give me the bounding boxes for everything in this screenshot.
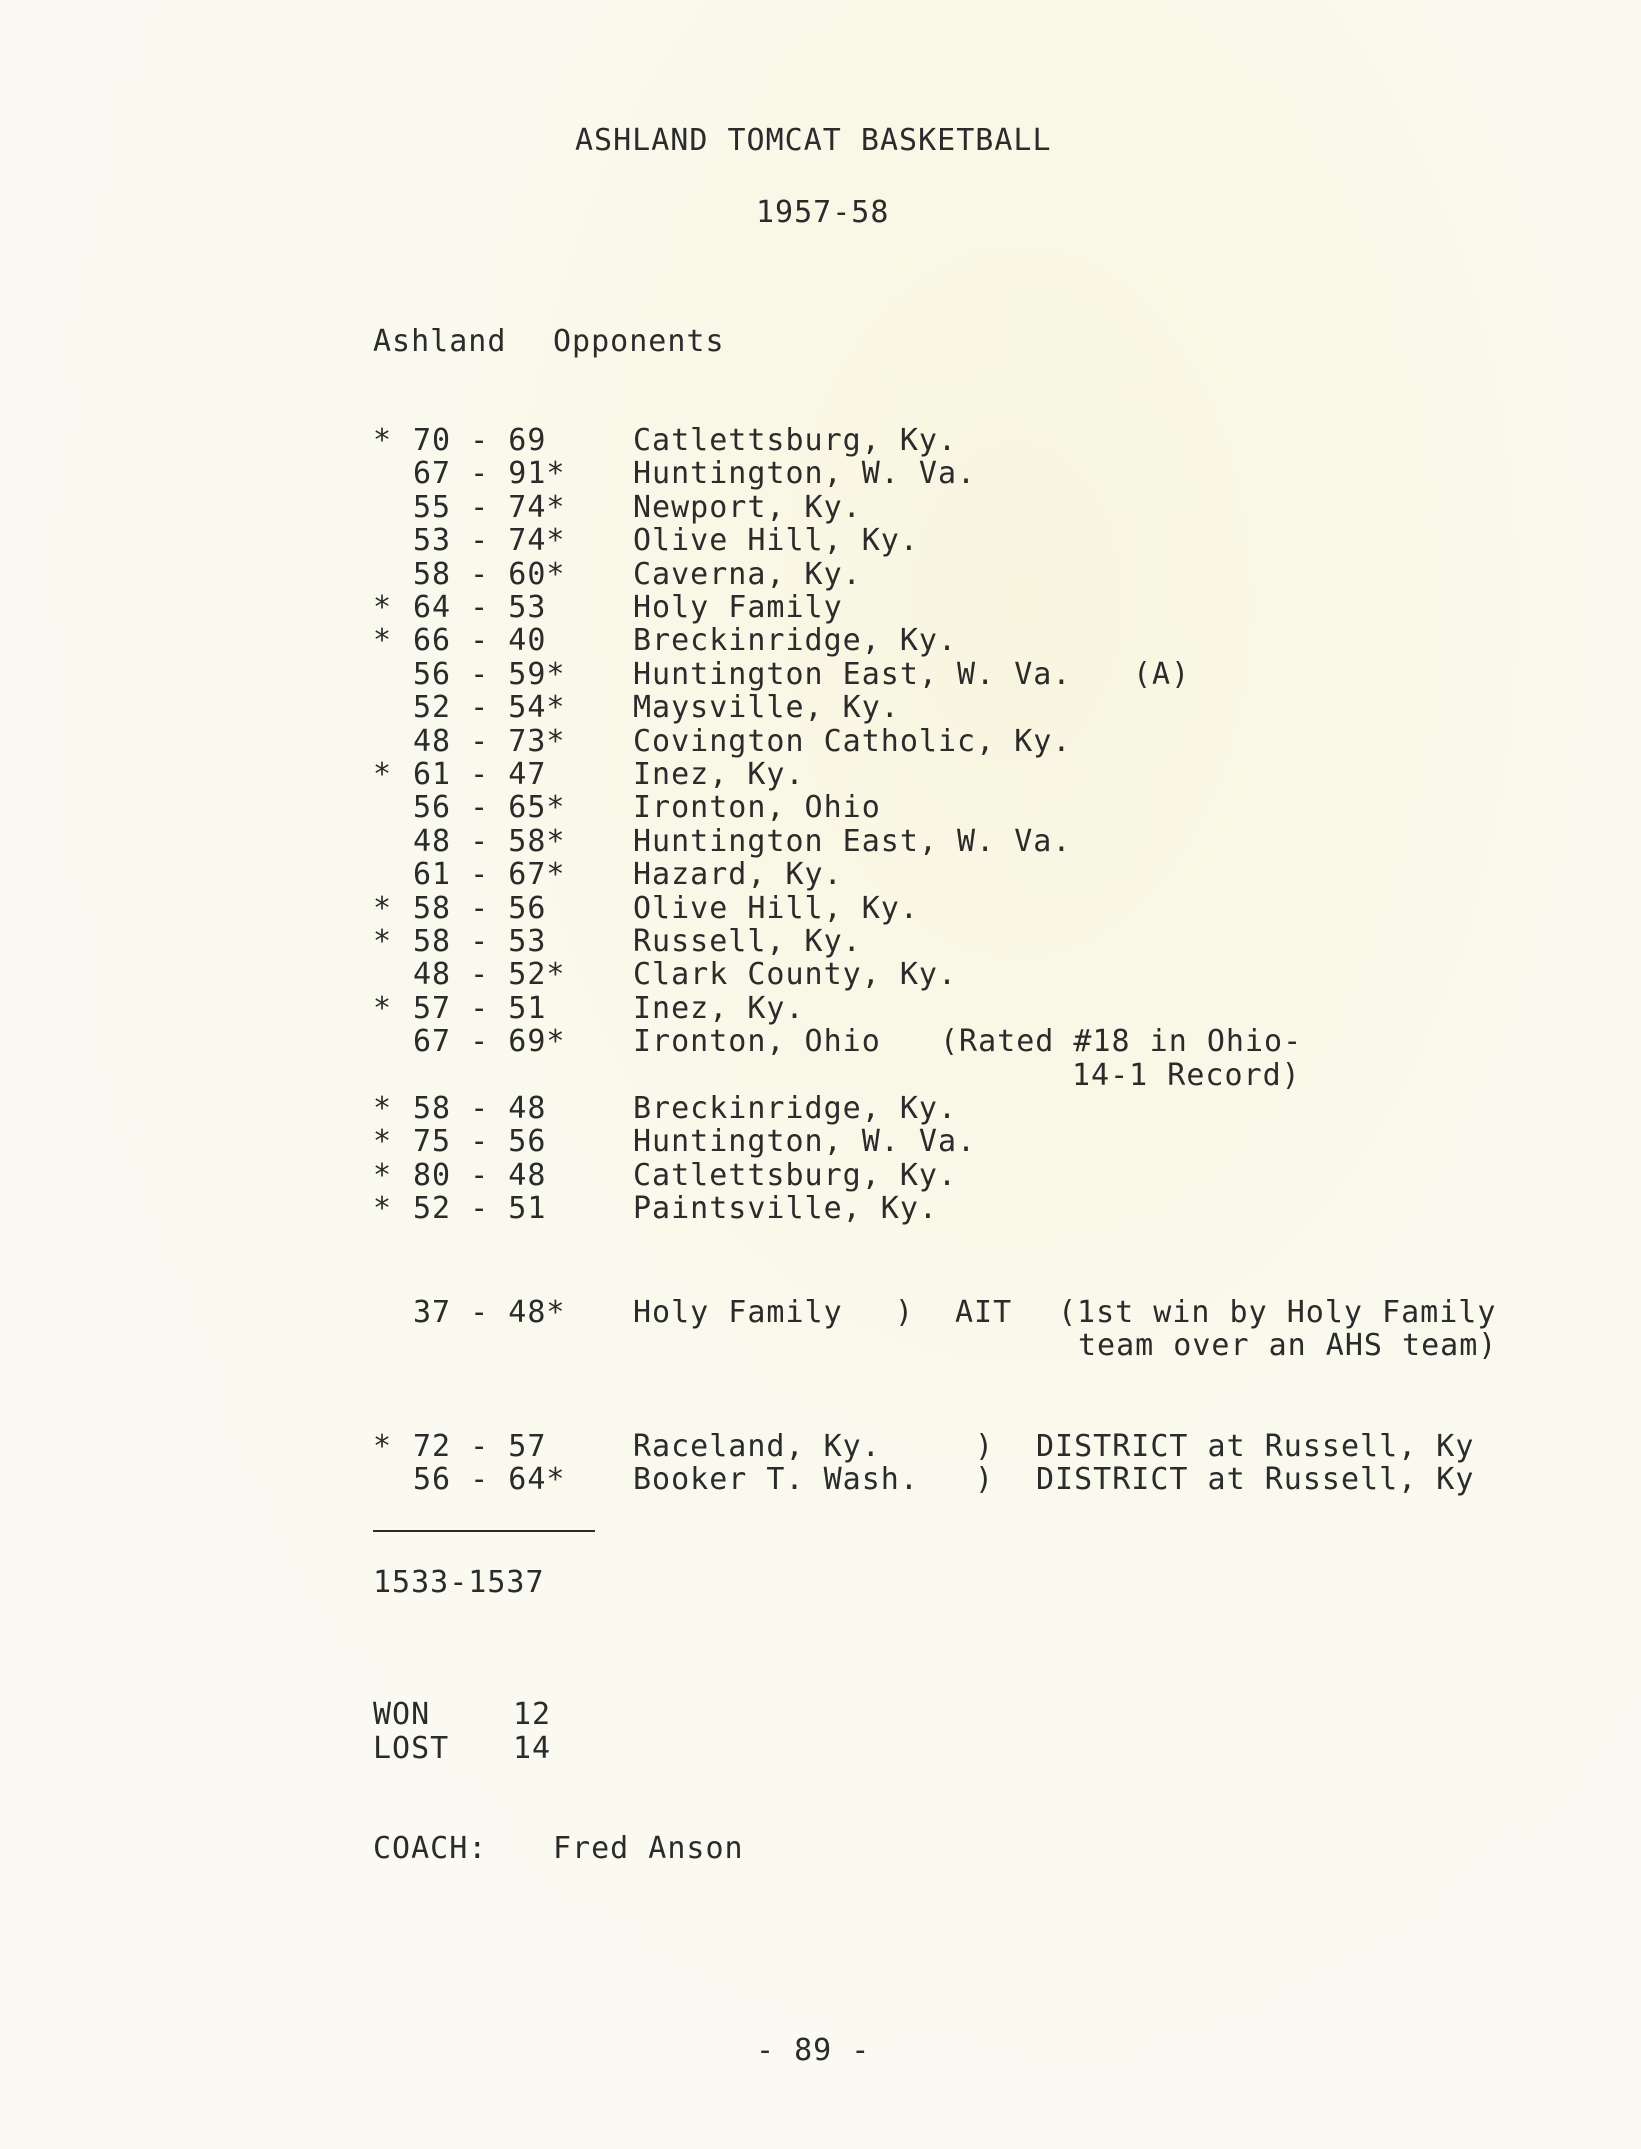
bracket-mark: ) [975,1462,995,1497]
game-row [0,725,1641,759]
game-score: 52 - 51 [413,1191,547,1226]
coach-name: Fred Anson [553,1831,744,1866]
totals-divider [373,1530,595,1532]
game-score: 37 - 48* [413,1295,566,1330]
game-score: 53 - 74* [413,523,566,558]
game-score: 58 - 53 [413,924,547,959]
lost-label: LOST [373,1731,450,1766]
game-row [0,457,1641,491]
opponent-name: Holy Family [633,1295,843,1330]
game-row [0,424,1641,458]
won-count: 12 [513,1697,552,1732]
win-marker: * [373,757,393,792]
game-score: 64 - 53 [413,590,547,625]
game-row [0,558,1641,592]
game-score: 55 - 74* [413,490,566,525]
district-row [0,1463,1641,1497]
tournament-row [0,1296,1641,1330]
game-row [0,591,1641,625]
game-row [0,825,1641,859]
opponent-name: Huntington, W. Va. [633,456,977,491]
win-marker: * [373,1124,393,1159]
game-row [0,1159,1641,1193]
game-score: 61 - 67* [413,857,566,892]
opponent-name: Covington Catholic, Ky. [633,724,1072,759]
game-score: 58 - 56 [413,891,547,926]
game-row [0,925,1641,959]
opponent-name: Ironton, Ohio [633,790,881,825]
opponent-name: Newport, Ky. [633,490,862,525]
opponent-name: Catlettsburg, Ky. [633,423,958,458]
win-marker: * [373,590,393,625]
game-row [0,524,1641,558]
season-label: 1957-58 [756,195,890,230]
game-row [0,791,1641,825]
game-row [0,1125,1641,1159]
win-marker: * [373,991,393,1026]
won-label: WON [373,1697,431,1732]
bracket-mark: ) [975,1429,995,1464]
coach-label: COACH: [373,1831,488,1866]
game-score: 57 - 51 [413,991,547,1026]
opponent-name: Maysville, Ky. [633,690,900,725]
opponent-name: Huntington, W. Va. [633,1124,977,1159]
game-row [0,758,1641,792]
game-score: 48 - 58* [413,824,566,859]
tournament-note-continued [0,1329,1641,1363]
opponent-name: Breckinridge, Ky. [633,1091,958,1126]
game-note: (Rated #18 in Ohio- [940,1024,1303,1059]
game-score: 48 - 73* [413,724,566,759]
opponent-name: Ironton, Ohio [633,1024,881,1059]
game-row [0,658,1641,692]
game-note: 14-1 Record) [1072,1058,1301,1093]
opponent-name: Huntington East, W. Va. [633,657,1072,692]
opponent-name: Hazard, Ky. [633,857,843,892]
game-score: 61 - 47 [413,757,547,792]
opponent-name: Huntington East, W. Va. [633,824,1072,859]
game-note: (1st win by Holy Family [1058,1295,1497,1330]
opponent-name: Olive Hill, Ky. [633,891,919,926]
game-row [0,1192,1641,1226]
game-row [0,892,1641,926]
win-marker: * [373,1158,393,1193]
opponent-name: Inez, Ky. [633,757,805,792]
game-row [0,958,1641,992]
game-row [0,858,1641,892]
win-marker: * [373,623,393,658]
opponent-name: Paintsville, Ky. [633,1191,938,1226]
game-score: 58 - 60* [413,557,566,592]
opponent-name: Caverna, Ky. [633,557,862,592]
game-row [0,691,1641,725]
game-score: 75 - 56 [413,1124,547,1159]
game-score: 58 - 48 [413,1091,547,1126]
win-marker: * [373,1429,393,1464]
game-note-continued [0,1059,1641,1093]
game-score: 56 - 64* [413,1462,566,1497]
opponent-name: Breckinridge, Ky. [633,623,958,658]
game-row [0,624,1641,658]
opponent-name: Catlettsburg, Ky. [633,1158,958,1193]
game-row [0,1025,1641,1059]
game-note: team over an AHS team) [1078,1328,1498,1363]
opponent-name: Inez, Ky. [633,991,805,1026]
win-marker: * [373,1091,393,1126]
event-name: DISTRICT at Russell, Ky [1036,1462,1475,1497]
game-row [0,1092,1641,1126]
game-score: 72 - 57 [413,1429,547,1464]
game-score: 70 - 69 [413,423,547,458]
event-name: DISTRICT at Russell, Ky [1036,1429,1475,1464]
game-score: 80 - 48 [413,1158,547,1193]
win-marker: * [373,924,393,959]
event-name: AIT [955,1295,1013,1330]
season-totals: 1533-1537 [373,1565,545,1600]
bracket-mark: ) [895,1295,915,1330]
opponent-name: Booker T. Wash. [633,1462,919,1497]
lost-count: 14 [513,1731,552,1766]
game-score: 52 - 54* [413,690,566,725]
opponent-name: Clark County, Ky. [633,957,958,992]
column-header-ashland: Ashland [373,324,507,359]
opponent-name: Holy Family [633,590,843,625]
game-score: 56 - 59* [413,657,566,692]
column-header-opponents: Opponents [553,324,725,359]
win-marker: * [373,1191,393,1226]
district-row [0,1430,1641,1464]
page-title: ASHLAND TOMCAT BASKETBALL [575,123,1052,158]
win-marker: * [373,423,393,458]
page-number: - 89 - [756,2033,871,2068]
game-note: (A) [1133,657,1191,692]
game-score: 66 - 40 [413,623,547,658]
opponent-name: Olive Hill, Ky. [633,523,919,558]
opponent-name: Raceland, Ky. [633,1429,881,1464]
game-score: 48 - 52* [413,957,566,992]
opponent-name: Russell, Ky. [633,924,862,959]
game-score: 67 - 91* [413,456,566,491]
game-row [0,491,1641,525]
game-row [0,992,1641,1026]
game-score: 67 - 69* [413,1024,566,1059]
win-marker: * [373,891,393,926]
game-score: 56 - 65* [413,790,566,825]
